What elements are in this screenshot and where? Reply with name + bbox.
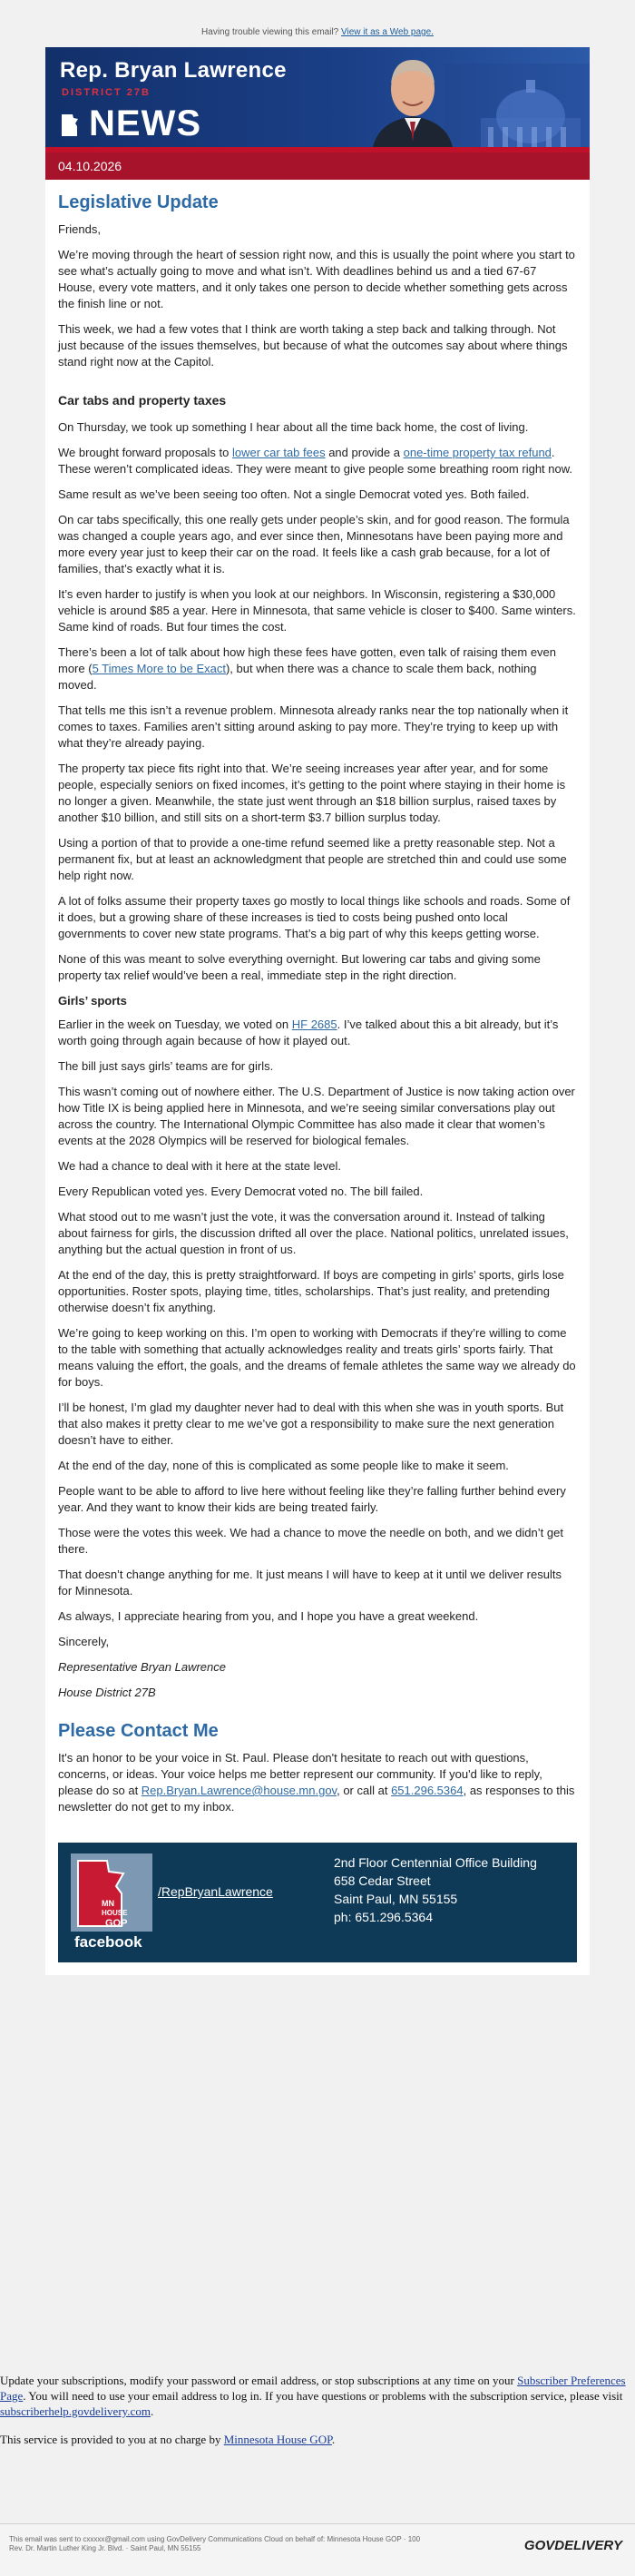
paragraph: That doesn’t change anything for me. It just means I will have to keep at it until we deliver results for Minnesota.: [58, 1568, 562, 1598]
lower-car-tab-fees-link[interactable]: lower car tab fees: [231, 446, 326, 459]
signoff-district: House District 27B: [58, 1686, 156, 1699]
signoff-name: Representative Bryan Lawrence: [58, 1660, 226, 1674]
subscription-paragraph: Update your subscriptions, modify your password or email address, or stop subscriptions at any time on your Subscriber Preferences Page. You will need to use your email address to log in. If you have questions or problems with the subscription service, please visit subscriberhelp.govdelivery.com.: [0, 2374, 626, 2418]
property-tax-refund-link[interactable]: one-time property tax refund: [403, 446, 552, 459]
address-line: 658 Cedar Street: [334, 1873, 431, 1888]
subscriber-help-link[interactable]: subscriberhelp.govdelivery.com: [0, 2404, 151, 2418]
issue-date: 04.10.2026: [45, 152, 590, 180]
paragraph: Every Republican voted yes. Every Democrat voted no. The bill failed.: [58, 1185, 424, 1198]
contact-paragraph: It's an honor to be your voice in St. Paul. Please don't hesitate to reach out with questions, concerns, or ideas. Your voice helps me better represent our community. If you'd like to reply, please do so at Rep.Bryan.Lawrence@house.mn.gov, or call at 651.296.5364, as responses to this newsletter do not get to my inbox.: [58, 1751, 575, 1814]
paragraph: Those were the votes this week. We had a chance to move the needle on both, and we didn’t get there.: [58, 1526, 563, 1556]
svg-text:GOP: GOP: [105, 1918, 128, 1929]
subscription-info: [0, 2373, 635, 2460]
paragraph: This wasn’t coming out of nowhere either. The U.S. Department of Justice is now taking action over how Title IX is being applied here in Minnesota, and we’re seeing similar conversations play out across the country. The International Olympic Committee has also made it clear that women’s events at the 2028 Olympics will be reserved for biological females.: [58, 1085, 575, 1147]
view-web-page-link[interactable]: View it as a Web page.: [341, 27, 434, 37]
mn-state-outline-icon: [60, 113, 80, 137]
article-title: Legislative Update: [58, 192, 219, 212]
paragraph: None of this was meant to solve everything overnight. But lowering car tabs and giving some property tax relief would’ve been a real, immediate step in the right direction.: [58, 952, 541, 982]
address-line: Saint Paul, MN 55155: [334, 1892, 458, 1906]
paragraph-proposals: We brought forward proposals to lower car tab fees and provide a one-time property tax refund. These weren’t complicated ideas. They were meant to give people some breathing room right now.: [58, 446, 573, 476]
paragraph: Same result as we’ve been seeing too often. Not a single Democrat voted yes. Both failed.: [58, 487, 530, 501]
paragraph: At the end of the day, this is pretty straightforward. If boys are competing in girls’ sports, girls lose opportunities. Roster spots, playing time, titles, scholarships. That’s just reality, and pretending otherwise doesn’t fix anything.: [58, 1268, 564, 1314]
newsletter-content: [45, 180, 590, 1834]
five-times-more-link[interactable]: 5 Times More to be Exact: [92, 662, 226, 675]
paragraph: Using a portion of that to provide a one-time refund seemed like a pretty reasonable step. Not a permanent fix, but at least an acknowledgment that people are stretched thin and could use some help right now.: [58, 836, 567, 882]
svg-text:HOUSE: HOUSE: [102, 1909, 128, 1917]
intro-paragraph-2: This week, we had a few votes that I think are worth taking a step back and talking through. Not just because of the issues themselves, but because of what the outcomes say about where things stand right now at the Capitol.: [58, 322, 568, 369]
address-line: 2nd Floor Centennial Office Building: [334, 1855, 537, 1870]
svg-text:MN: MN: [102, 1899, 114, 1908]
paragraph: I’ll be honest, I’m glad my daughter never had to deal with this when she was in youth sports. But that also makes it pretty clear to me we’ve got a responsibility to make sure the next generation doesn’t have to either.: [58, 1401, 564, 1447]
paragraph: At the end of the day, none of this is complicated as some people like to make it seem.: [58, 1459, 509, 1472]
paragraph: That tells me this isn’t a revenue problem. Minnesota already ranks near the top nationally when it comes to taxes. Families aren’t sitting around asking to pay more. They’re trying to keep up with what they’re already paying.: [58, 703, 569, 750]
email-body: [45, 47, 590, 1975]
preheader: [0, 0, 635, 40]
facebook-wordmark[interactable]: facebook: [74, 1933, 142, 1951]
paragraph: As always, I appreciate hearing from you, and I hope you have a great weekend.: [58, 1609, 479, 1623]
paragraph-fees-talk: There’s been a lot of talk about how high these fees have gotten, even talk of raising them even more (5 Times More to be Exact), but when there was a chance to scale them back, nothing moved.: [58, 645, 557, 692]
paragraph: On car tabs specifically, this one really gets under people’s skin, and for good reason. The formula was changed a couple years ago, and ever since then, Minnesotans have been paying more and more every year just to keep their car on the road. It feels like a cash grab because, for a lot of families, that’s exactly what it is.: [58, 513, 570, 575]
representative-portrait: [363, 47, 463, 152]
subscriber-preferences-link[interactable]: Subscriber Preferences Page: [0, 2374, 626, 2403]
signoff-closing: Sincerely,: [58, 1635, 110, 1648]
representative-name: Rep. Bryan Lawrence: [60, 58, 287, 83]
district-label: DISTRICT 27B: [62, 87, 151, 98]
header-banner: [45, 47, 590, 152]
section-heading-girls-sports: Girls’ sports: [58, 994, 127, 1008]
paragraph-hf2685: Earlier in the week on Tuesday, we voted on HF 2685. I’ve talked about this a bit already, but it’s worth going through again because of how it played out.: [58, 1018, 559, 1047]
address-phone: ph: 651.296.5364: [334, 1910, 433, 1924]
footer-contact-box: [58, 1843, 577, 1962]
paragraph: The property tax piece fits right into that. We’re seeing increases year after year, and for some people, especially seniors on fixed incomes, it’s getting to the point where staying in their home is no longer a given. Meanwhile, the state just went through an $18 billion surplus, raised taxes by another $10 billion, and still sits on a short-term $3.7 billion surplus today.: [58, 762, 566, 824]
paragraph: We’re going to keep working on this. I’m open to working with Democrats if they’re willing to come to the table with something that actually acknowledges reality and treats girls’ sports fairly. That means valuing the effort, the goals, and the dreams of female athletes the same way we already do for boys.: [58, 1326, 576, 1389]
phone-link[interactable]: 651.296.5364: [391, 1784, 464, 1797]
news-title: NEWS: [89, 103, 201, 143]
paragraph: What stood out to me wasn’t just the vote, it was the conversation around it. Instead of talking about fairness for girls, the discussion drifted all over the place. National politics, unrelated issues, anything but the actual question in front of us.: [58, 1210, 569, 1256]
paragraph: On Thursday, we took up something I hear about all the time back home, the cost of living.: [58, 420, 529, 434]
preheader-text: Having trouble viewing this email?: [201, 27, 339, 37]
capitol-dome-graphic: [444, 64, 590, 152]
paragraph: A lot of folks assume their property taxes go mostly to local things like schools and roads. Some of it does, but a growing share of these increases is tied to costs being pushed onto local governments to cover new state programs. That’s a big part of why this keeps getting worse.: [58, 894, 571, 940]
email-link[interactable]: Rep.Bryan.Lawrence@house.mn.gov: [141, 1784, 337, 1797]
banner-red-stripe: [45, 147, 590, 152]
paragraph: It’s even harder to justify is when you look at our neighbors. In Wisconsin, registering a $30,000 vehicle is around $85 a year. Here in Minnesota, that same vehicle is closer to $400. Same winters. Same kind of roads. But four times the cost.: [58, 587, 576, 634]
sent-to-info: This email was sent to cxxxxx@gmail.com using GovDelivery Communications Cloud on behalf of: Minnesota House GOP · 100 Rev. Dr. Martin Luther King Jr. Blvd. · Saint Paul, MN 55155: [9, 2535, 421, 2552]
hf-2685-link[interactable]: HF 2685: [291, 1018, 337, 1031]
mn-house-gop-link[interactable]: Minnesota House GOP: [223, 2433, 332, 2446]
bottom-footer: [0, 2523, 635, 2576]
paragraph: The bill just says girls’ teams are for girls.: [58, 1059, 274, 1073]
paragraph: People want to be able to afford to live here without feeling like they’re falling further behind every year. And they want to know their kids are being treated fairly.: [58, 1484, 566, 1514]
govdelivery-logo[interactable]: GOVDELIVERY: [523, 2538, 622, 2553]
greeting: Friends,: [58, 222, 101, 236]
mn-house-gop-logo-graphic: [71, 1853, 152, 1932]
contact-section: [58, 1723, 577, 1815]
facebook-handle-link[interactable]: /RepBryanLawrence: [158, 1884, 273, 1899]
contact-heading: Please Contact Me: [58, 1721, 219, 1741]
service-provider-paragraph: This service is provided to you at no charge by Minnesota House GOP.: [0, 2433, 336, 2446]
section-heading-car-tabs: Car tabs and property taxes: [58, 393, 227, 408]
intro-paragraph-1: We’re moving through the heart of session right now, and this is usually the point where you start to see what’s actually going to move and what isn’t. With deadlines behind us and a tied 67-67 House, every vote matters, and it only takes one person to decide whether something gets across the finish line or not.: [58, 248, 575, 310]
paragraph: We had a chance to deal with it here at the state level.: [58, 1159, 341, 1173]
mn-house-gop-logo[interactable]: [71, 1853, 152, 1932]
office-address: [334, 1853, 537, 1926]
